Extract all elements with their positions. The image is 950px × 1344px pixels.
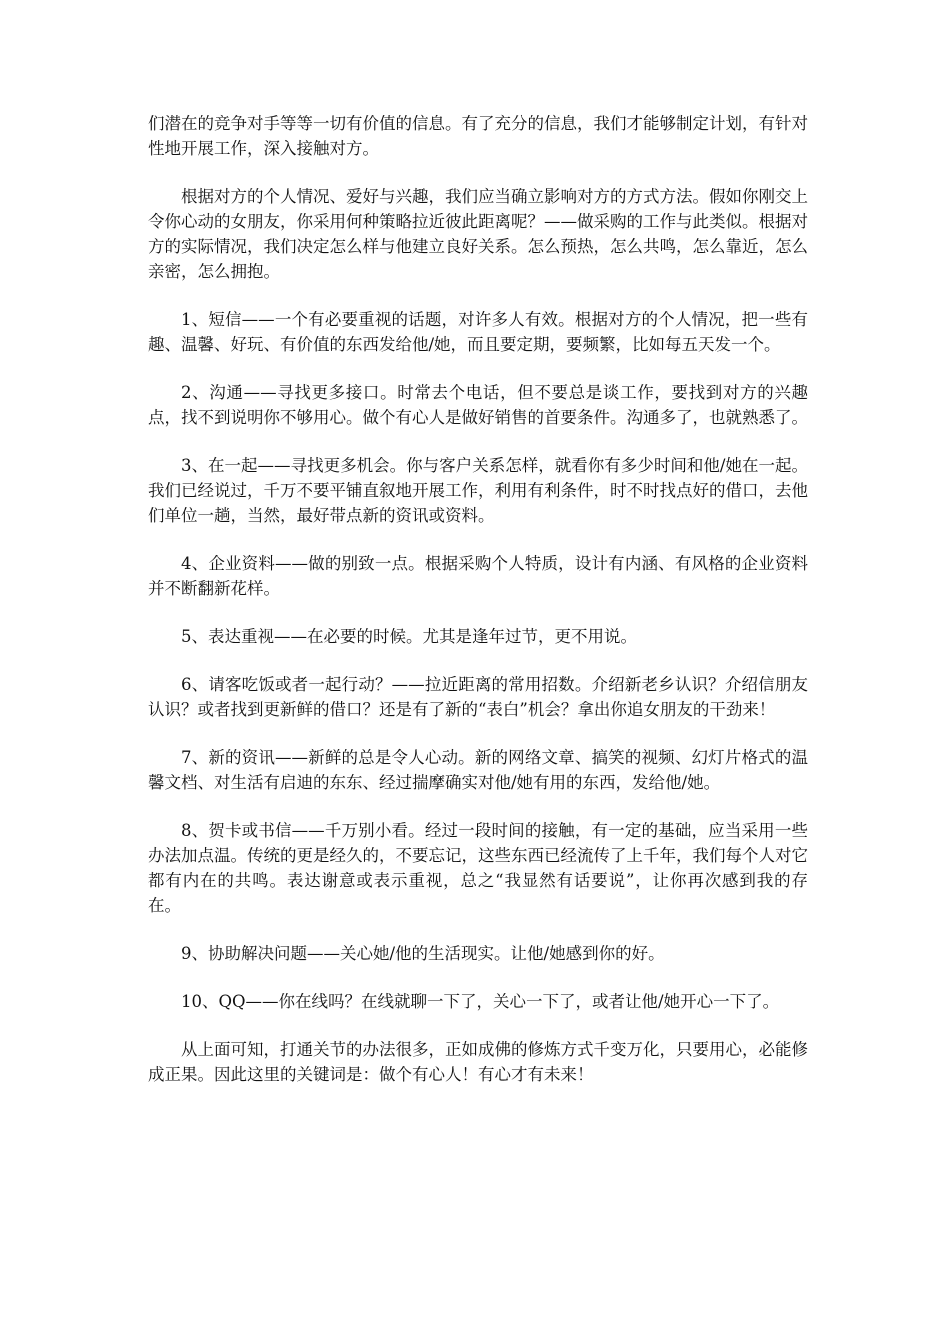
paragraph-item-7: 7、新的资讯——新鲜的总是令人心动。新的网络文章、搞笑的视频、幻灯片格式的温馨文档、对生活有启迪的东东、经过揣摩确实对他/她有用的东西，发给他/她。 <box>148 748 808 792</box>
paragraph-item-4: 4、企业资料——做的别致一点。根据采购个人特质，设计有内涵、有风格的企业资料并不断翻新花样。 <box>148 554 808 598</box>
paragraph-continuation: 们潜在的竞争对手等等一切有价值的信息。有了充分的信息，我们才能够制定计划，有针对性地开展工作，深入接触对方。 <box>148 114 808 158</box>
paragraph-item-1: 1、短信——一个有必要重视的话题，对许多人有效。根据对方的个人情况，把一些有趣、温馨、好玩、有价值的东西发给他/她，而且要定期，要频繁，比如每五天发一个。 <box>148 310 808 354</box>
paragraph-conclusion: 从上面可知，打通关节的办法很多，正如成佛的修炼方式千变万化，只要用心，必能修成正果。因此这里的关键词是：做个有心人！有心才有未来！ <box>148 1040 808 1084</box>
paragraph-item-3: 3、在一起——寻找更多机会。你与客户关系怎样，就看你有多少时间和他/她在一起。我们已经说过，千万不要平铺直叙地开展工作，利用有利条件，时不时找点好的借口，去他们单位一趟，当然，最好带点新的资讯或资料。 <box>148 456 808 525</box>
paragraph-item-5: 5、表达重视——在必要的时候。尤其是逢年过节，更不用说。 <box>181 627 637 646</box>
document-page <box>148 111 808 1110</box>
paragraph-intro: 根据对方的个人情况、爱好与兴趣，我们应当确立影响对方的方式方法。假如你刚交上令你心动的女朋友，你采用何种策略拉近彼此距离呢？——做采购的工作与此类似。根据对方的实际情况，我们决定怎么样与他建立良好关系。怎么预热，怎么共鸣，怎么靠近，怎么亲密，怎么拥抱。 <box>148 187 808 281</box>
paragraph-item-6: 6、请客吃饭或者一起行动？——拉近距离的常用招数。介绍新老乡认识？介绍信朋友认识？或者找到更新鲜的借口？还是有了新的“表白”机会？拿出你追女朋友的干劲来！ <box>148 675 808 719</box>
paragraph-item-10: 10、QQ——你在线吗？在线就聊一下了，关心一下了，或者让他/她开心一下了。 <box>181 992 780 1011</box>
paragraph-item-8: 8、贺卡或书信——千万别小看。经过一段时间的接触，有一定的基础，应当采用一些办法加点温。传统的更是经久的，不要忘记，这些东西已经流传了上千年，我们每个人对它都有内在的共鸣。表达谢意或表示重视，总之“我显然有话要说”，让你再次感到我的存在。 <box>148 821 808 915</box>
paragraph-item-2: 2、沟通——寻找更多接口。时常去个电话，但不要总是谈工作，要找到对方的兴趣点，找不到说明你不够用心。做个有心人是做好销售的首要条件。沟通多了，也就熟悉了。 <box>148 383 808 427</box>
paragraph-item-9: 9、协助解决问题——关心她/他的生活现实。让他/她感到你的好。 <box>181 944 665 963</box>
